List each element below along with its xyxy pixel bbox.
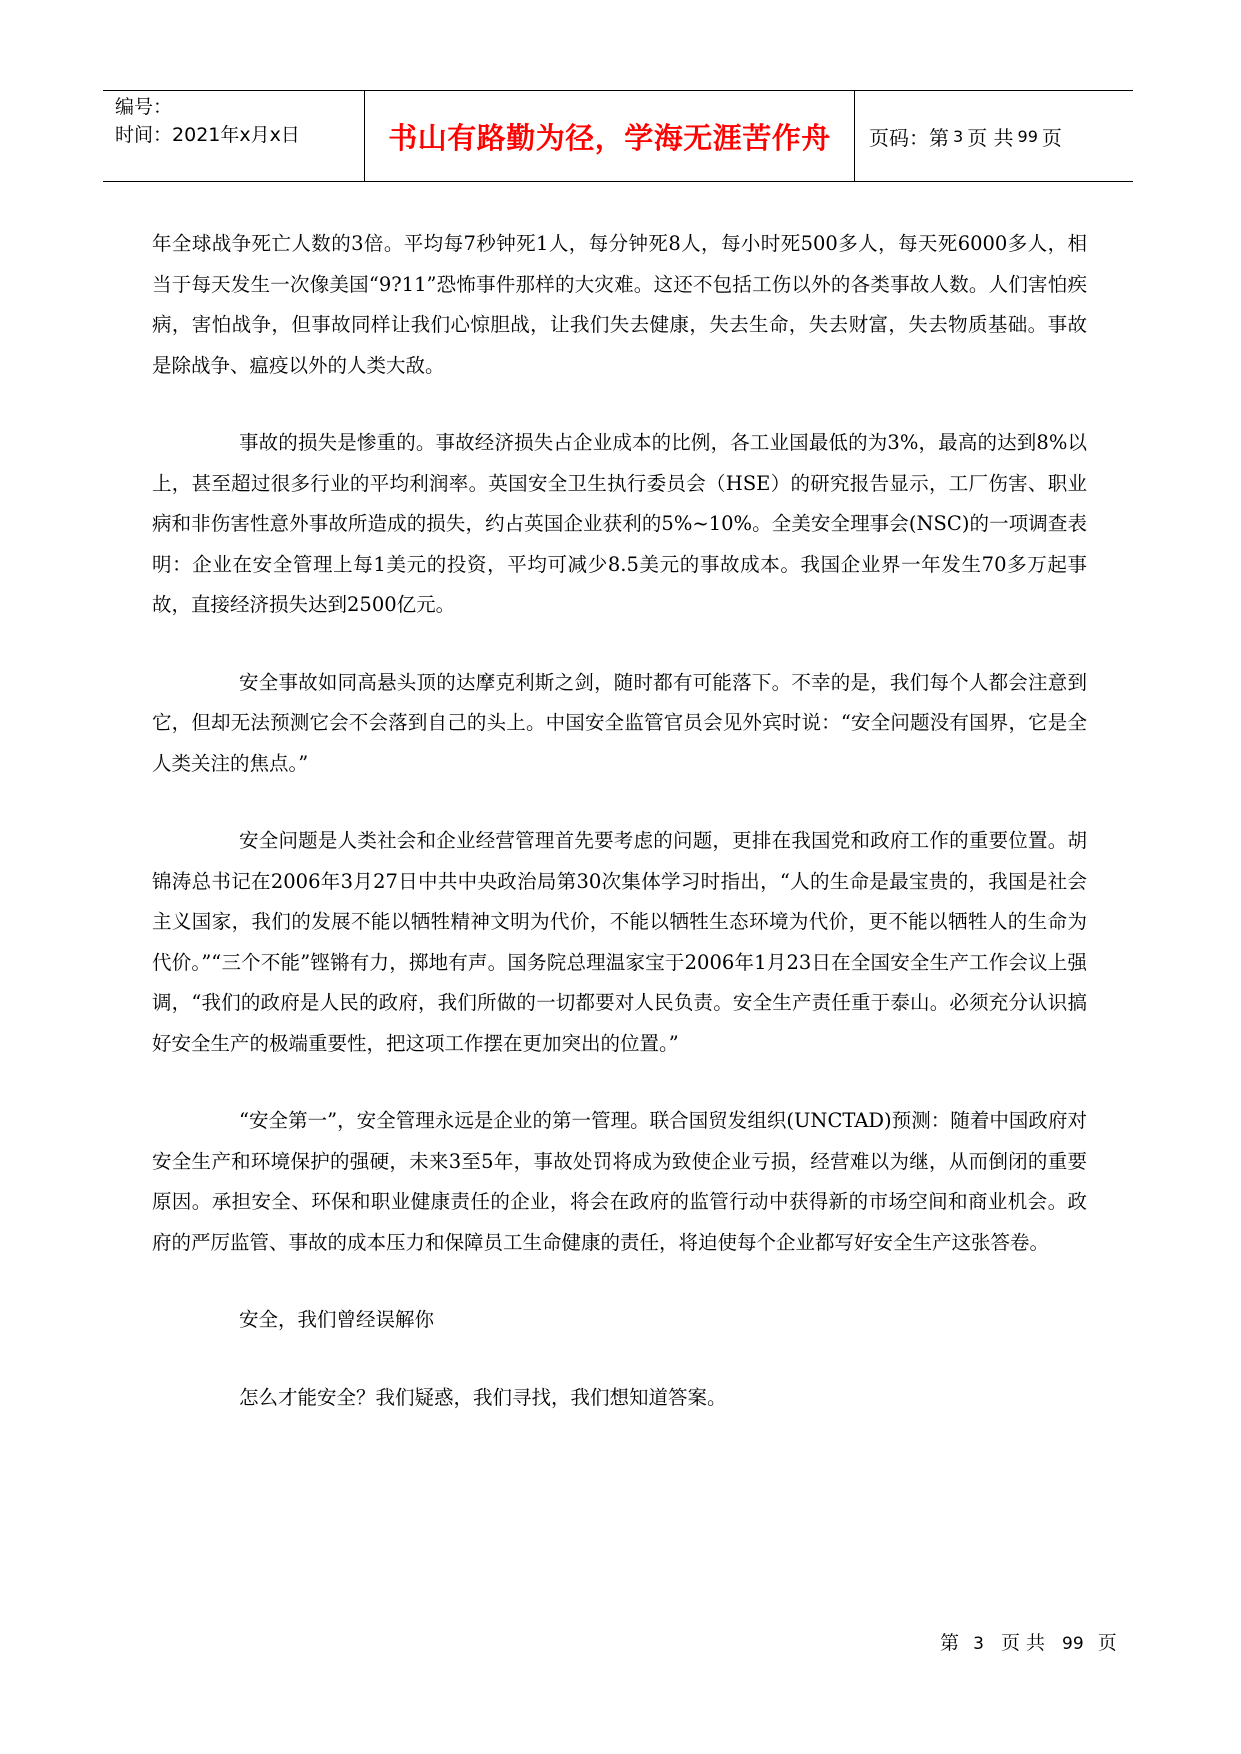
- page-total: 99: [1017, 126, 1038, 146]
- header-meta: [103, 91, 365, 181]
- page-current: 3: [953, 126, 964, 146]
- footer-total: 99: [1062, 1634, 1084, 1654]
- footer-mid: 页 共: [1000, 1632, 1045, 1654]
- paragraph-5: “安全第一”，安全管理永远是企业的第一管理。联合国贸发组织(UNCTAD)预测：随着中国政府对安全生产和环境保护的强硬，未来3至5年，事故处罚将成为致使企业亏损，经营难以为继，从而倒闭的重要原因。承担安全、环保和职业健康责任的企业，将会在政府的监管行动中获得新的市场空间和商业机会。政府的严厉监管、事故的成本压力和保障员工生命健康的责任，将迫使每个企业都写好安全生产这张答卷。: [152, 1109, 1087, 1254]
- footer-current: 3: [973, 1634, 984, 1654]
- header-page-indicator: [855, 91, 1133, 181]
- footer-suffix: 页: [1097, 1632, 1117, 1654]
- header-motto: 书山有路勤为径，学海无涯苦作舟: [365, 91, 855, 181]
- document-body: [152, 224, 1087, 1455]
- page-mid: 页 共: [967, 125, 1014, 150]
- page-suffix: 页: [1041, 125, 1062, 150]
- paragraph-4: 安全问题是人类社会和企业经营管理首先要考虑的问题，更排在我国党和政府工作的重要位置。胡锦涛总书记在2006年3月27日中共中央政治局第30次集体学习时指出，“人的生命是最宝贵的，我国是社会主义国家，我们的发展不能以牺牲精神文明为代价，不能以牺牲生态环境为代价，更不能以牺牲人的生命为代价。”“三个不能”铿锵有力，掷地有声。国务院总理温家宝于2006年1月23日在全国安全生产工作会议上强调，“我们的政府是人民的政府，我们所做的一切都要对人民负责。安全生产责任重于泰山。必须充分认识搞好安全生产的极端重要性，把这项工作摆在更加突出的位置。”: [152, 829, 1087, 1055]
- footer-prefix: 第: [940, 1632, 960, 1654]
- section-heading: 安全，我们曾经误解你: [239, 1308, 435, 1331]
- time-value: 2021年x月x日: [172, 124, 300, 146]
- paragraph-1: 年全球战争死亡人数的3倍。平均每7秒钟死1人，每分钟死8人，每小时死500多人，每天死6000多人，相当于每天发生一次像美国“9?11”恐怖事件那样的大灾难。这还不包括工伤以外的各类事故人数。人们害怕疾病，害怕战争，但事故同样让我们心惊胆战，让我们失去健康，失去生命，失去财富，失去物质基础。事故是除战争、瘟疫以外的人类大敌。: [152, 232, 1087, 377]
- page-header: [103, 90, 1133, 182]
- document-time: [115, 121, 364, 149]
- paragraph-3: 安全事故如同高悬头顶的达摩克利斯之剑，随时都有可能落下。不幸的是，我们每个人都会注意到它，但却无法预测它会不会落到自己的头上。中国安全监管官员会见外宾时说：“安全问题没有国界，它是全人类关注的焦点。”: [152, 670, 1087, 775]
- paragraph-6: 怎么才能安全？我们疑惑，我们寻找，我们想知道答案。: [239, 1385, 727, 1409]
- document-number: [115, 93, 364, 121]
- time-label: 时间：: [115, 124, 173, 146]
- number-label: 编号：: [115, 96, 173, 118]
- page-footer: [940, 1628, 1117, 1655]
- paragraph-2: 事故的损失是惨重的。事故经济损失占企业成本的比例，各工业国最低的为3%，最高的达到8%以上，甚至超过很多行业的平均利润率。英国安全卫生执行委员会（HSE）的研究报告显示，工厂伤害、职业病和非伤害性意外事故所造成的损失，约占英国企业获利的5%~10%。全美安全理事会(NSC)的一项调查表明：企业在安全管理上每1美元的投资，平均可减少8.5美元的事故成本。我国企业界一年发生70多万起事故，直接经济损失达到2500亿元。: [152, 431, 1087, 616]
- page-prefix: 页码：第: [869, 125, 949, 150]
